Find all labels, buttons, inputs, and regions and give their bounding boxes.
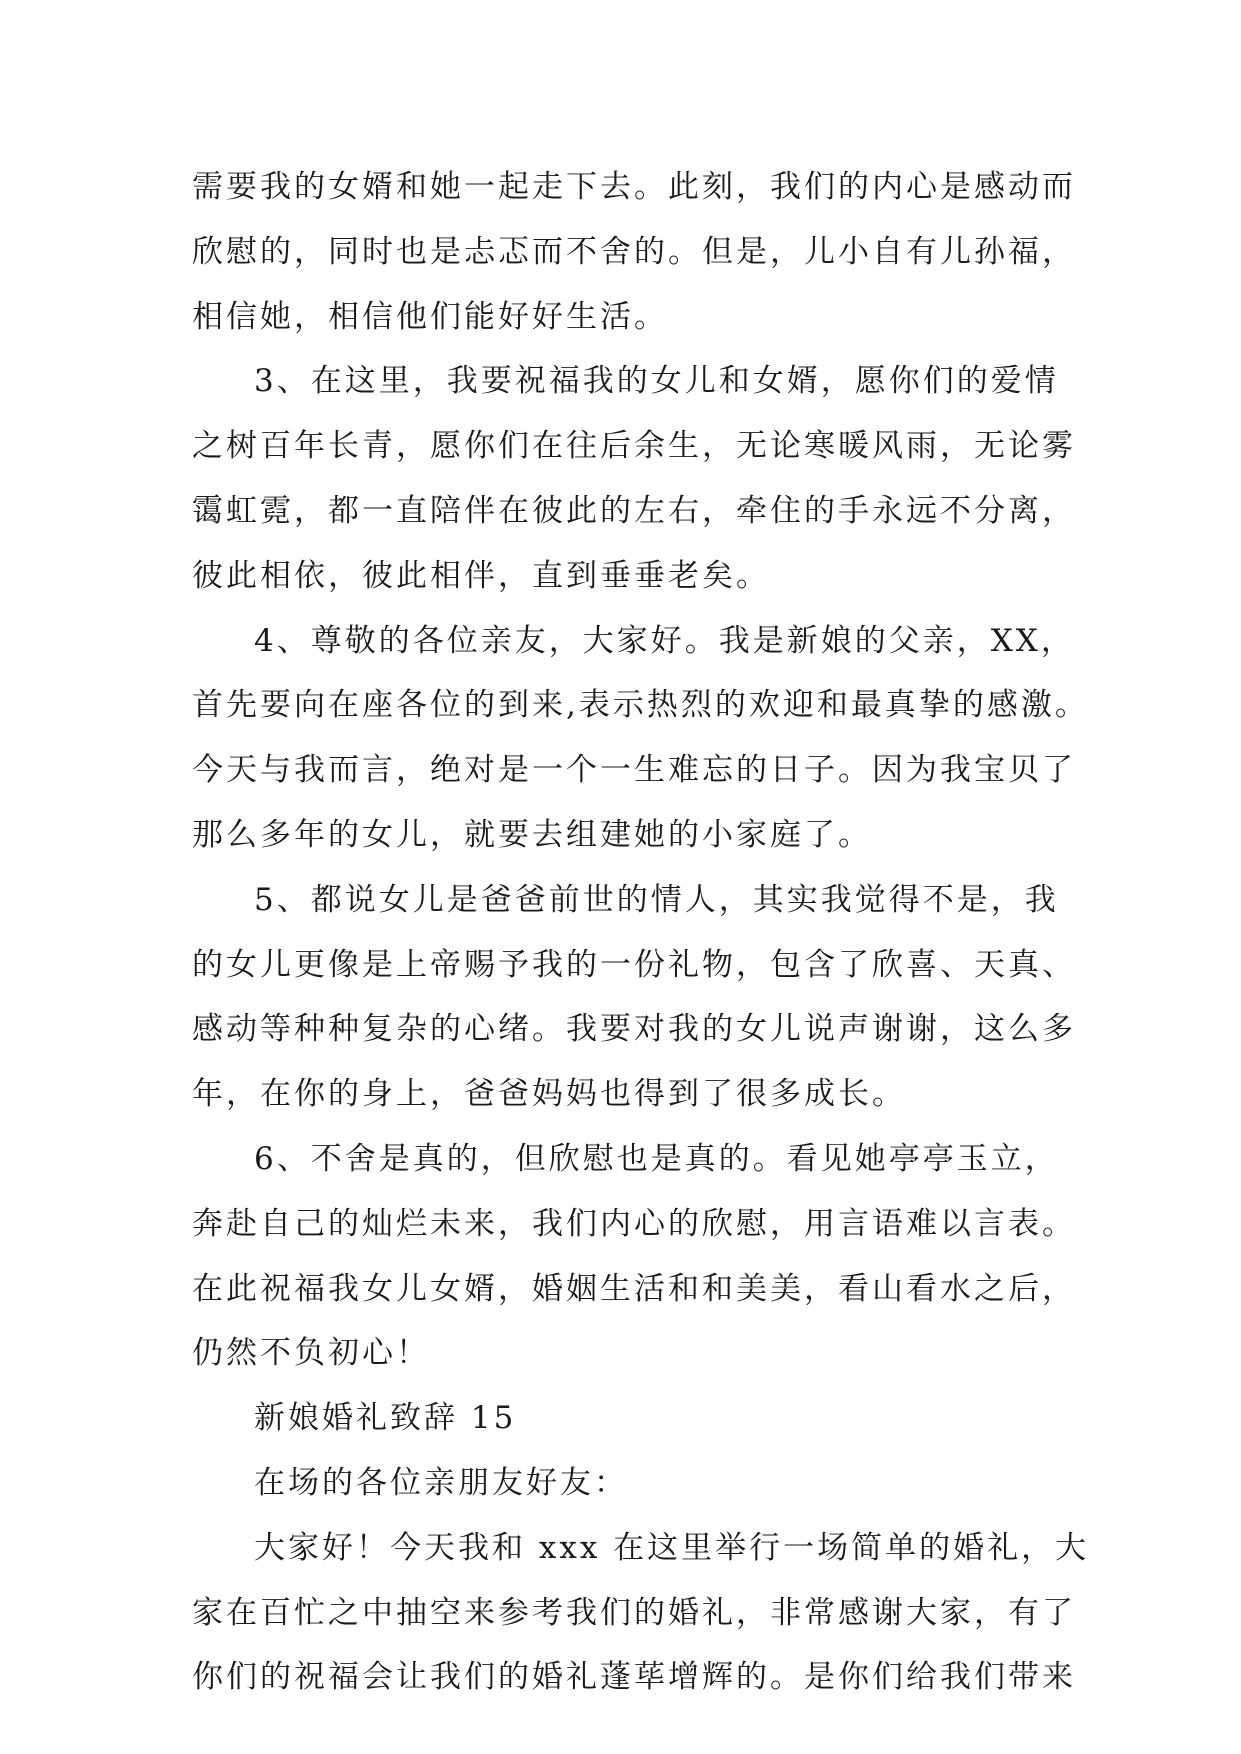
- text-line: 首先要向在座各位的到来,表示热烈的欢迎和最真挚的感激。: [192, 687, 1089, 724]
- paragraph-start-line: 新娘婚礼致辞 15: [254, 1400, 517, 1437]
- text-line: 的女儿更像是上帝赐予我的一份礼物，包含了欣喜、天真、: [192, 946, 1076, 983]
- document-body: [192, 155, 1090, 1710]
- paragraph-start-line: 5、都说女儿是爸爸前世的情人，其实我觉得不是，我: [254, 881, 1059, 918]
- text-line: 仍然不负初心！: [192, 1335, 430, 1372]
- paragraph-start-line: 6、不舍是真的，但欣慰也是真的。看见她亭亭玉立，: [254, 1140, 1059, 1177]
- text-line: 那么多年的女儿，就要去组建她的小家庭了。: [192, 816, 872, 853]
- text-line: 需要我的女婿和她一起走下去。此刻，我们的内心是感动而: [192, 169, 1076, 205]
- text-line: 相信她，相信他们能好好生活。: [192, 298, 668, 335]
- text-line: 感动等种种复杂的心绪。我要对我的女儿说声谢谢，这么多: [192, 1011, 1076, 1048]
- text-line: 你们的祝福会让我们的婚礼蓬荜增辉的。是你们给我们带来: [192, 1659, 1076, 1696]
- text-line: 在此祝福我女儿女婿，婚姻生活和和美美，看山看水之后，: [192, 1270, 1076, 1307]
- text-line: 今天与我而言，绝对是一个一生难忘的日子。因为我宝贝了: [192, 752, 1076, 789]
- paragraph-start-line: 在场的各位亲朋友好友：: [254, 1464, 628, 1501]
- text-line: 欣慰的，同时也是忐忑而不舍的。但是，儿小自有儿孙福，: [192, 233, 1076, 270]
- text-line: 彼此相依，彼此相伴，直到垂垂老矣。: [192, 557, 770, 594]
- paragraph-start-line: 大家好！今天我和 xxx 在这里举行一场简单的婚礼，大: [254, 1529, 1090, 1566]
- text-line: 家在百忙之中抽空来参考我们的婚礼，非常感谢大家，有了: [192, 1594, 1076, 1631]
- text-line: 奔赴自己的灿烂未来，我们内心的欣慰，用言语难以言表。: [192, 1205, 1076, 1242]
- text-line: 之树百年长青，愿你们在往后余生，无论寒暖风雨，无论雾: [192, 428, 1076, 465]
- text-line: 年，在你的身上，爸爸妈妈也得到了很多成长。: [192, 1076, 906, 1113]
- paragraph-start-line: 3、在这里，我要祝福我的女儿和女婿，愿你们的爱情: [254, 363, 1059, 400]
- text-line: 霭虹霓，都一直陪伴在彼此的左右，牵住的手永远不分离，: [192, 492, 1076, 529]
- paragraph-start-line: 4、尊敬的各位亲友，大家好。我是新娘的父亲，XX，: [254, 622, 1075, 659]
